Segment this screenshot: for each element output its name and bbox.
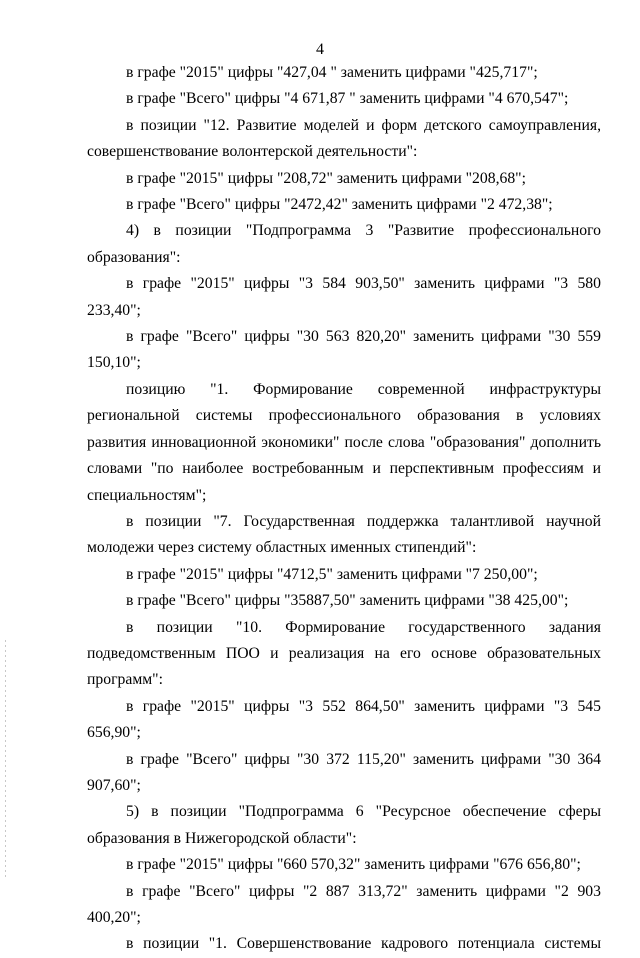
paragraph: в графе "2015" цифры "208,72" заменить цифрами "208,68"; [126, 169, 526, 187]
paragraph: в позиции "7. Государственная поддержка талантливой научной молодежи через систему областных именных стипендий": [87, 512, 601, 557]
paragraph: в графе "2015" цифры "427,04 " заменить цифрами "425,717"; [126, 64, 538, 81]
paragraph: в графе "Всего" цифры "2 887 313,72" заменить цифрами "2 903 400,20"; [87, 882, 601, 926]
scan-artifact-line [5, 640, 6, 880]
paragraph: в позиции "12. Развитие моделей и форм детского самоуправления, совершенствование волонтерской деятельности": [87, 116, 601, 161]
page-number: 4 [316, 41, 324, 58]
paragraph: в графе "Всего" цифры "2472,42" заменить цифрами "2 472,38"; [126, 196, 553, 214]
paragraph: в графе "2015" цифры "3 584 903,50" заменить цифрами "3 580 233,40"; [87, 275, 601, 319]
paragraph: в графе "Всего" цифры "4 671,87 " заменить цифрами "4 670,547"; [126, 90, 569, 108]
paragraph: в позиции "10. Формирование государственного задания подведомственным ПОО и реализация на его основе образовательных программ": [87, 618, 601, 689]
paragraph: в графе "2015" цифры "4712,5" заменить цифрами "7 250,00"; [126, 565, 538, 583]
paragraph: позицию "1. Формирование современной инфраструктуры региональной системы профессионального образования в условиях развития инновационной экономики" после слова "образования" дополнить словами "по наиболее востребованным и перспективным профессиям и специальностям"; [87, 380, 601, 504]
paragraph: в позиции "1. Совершенствование кадрового потенциала системы [126, 935, 601, 953]
paragraph: 4) в позиции "Подпрограмма 3 "Развитие профессионального образования": [87, 222, 601, 266]
paragraph: в графе "Всего" цифры "35887,50" заменить цифрами "38 425,00"; [126, 592, 569, 610]
paragraph: 5) в позиции "Подпрограмма 6 "Ресурсное обеспечение сферы образования в Нижегородской области": [87, 803, 601, 847]
paragraph: в графе "2015" цифры "660 570,32" заменить цифрами "676 656,80"; [126, 856, 581, 874]
paragraph: в графе "2015" цифры "3 552 864,50" заменить цифрами "3 545 656,90"; [87, 697, 601, 742]
paragraph: в графе "Всего" цифры "30 372 115,20" заменить цифрами "30 364 907,60"; [87, 750, 601, 794]
document-body [87, 60, 601, 958]
paragraph: в графе "Всего" цифры "30 563 820,20" заменить цифрами "30 559 150,10"; [87, 328, 601, 372]
